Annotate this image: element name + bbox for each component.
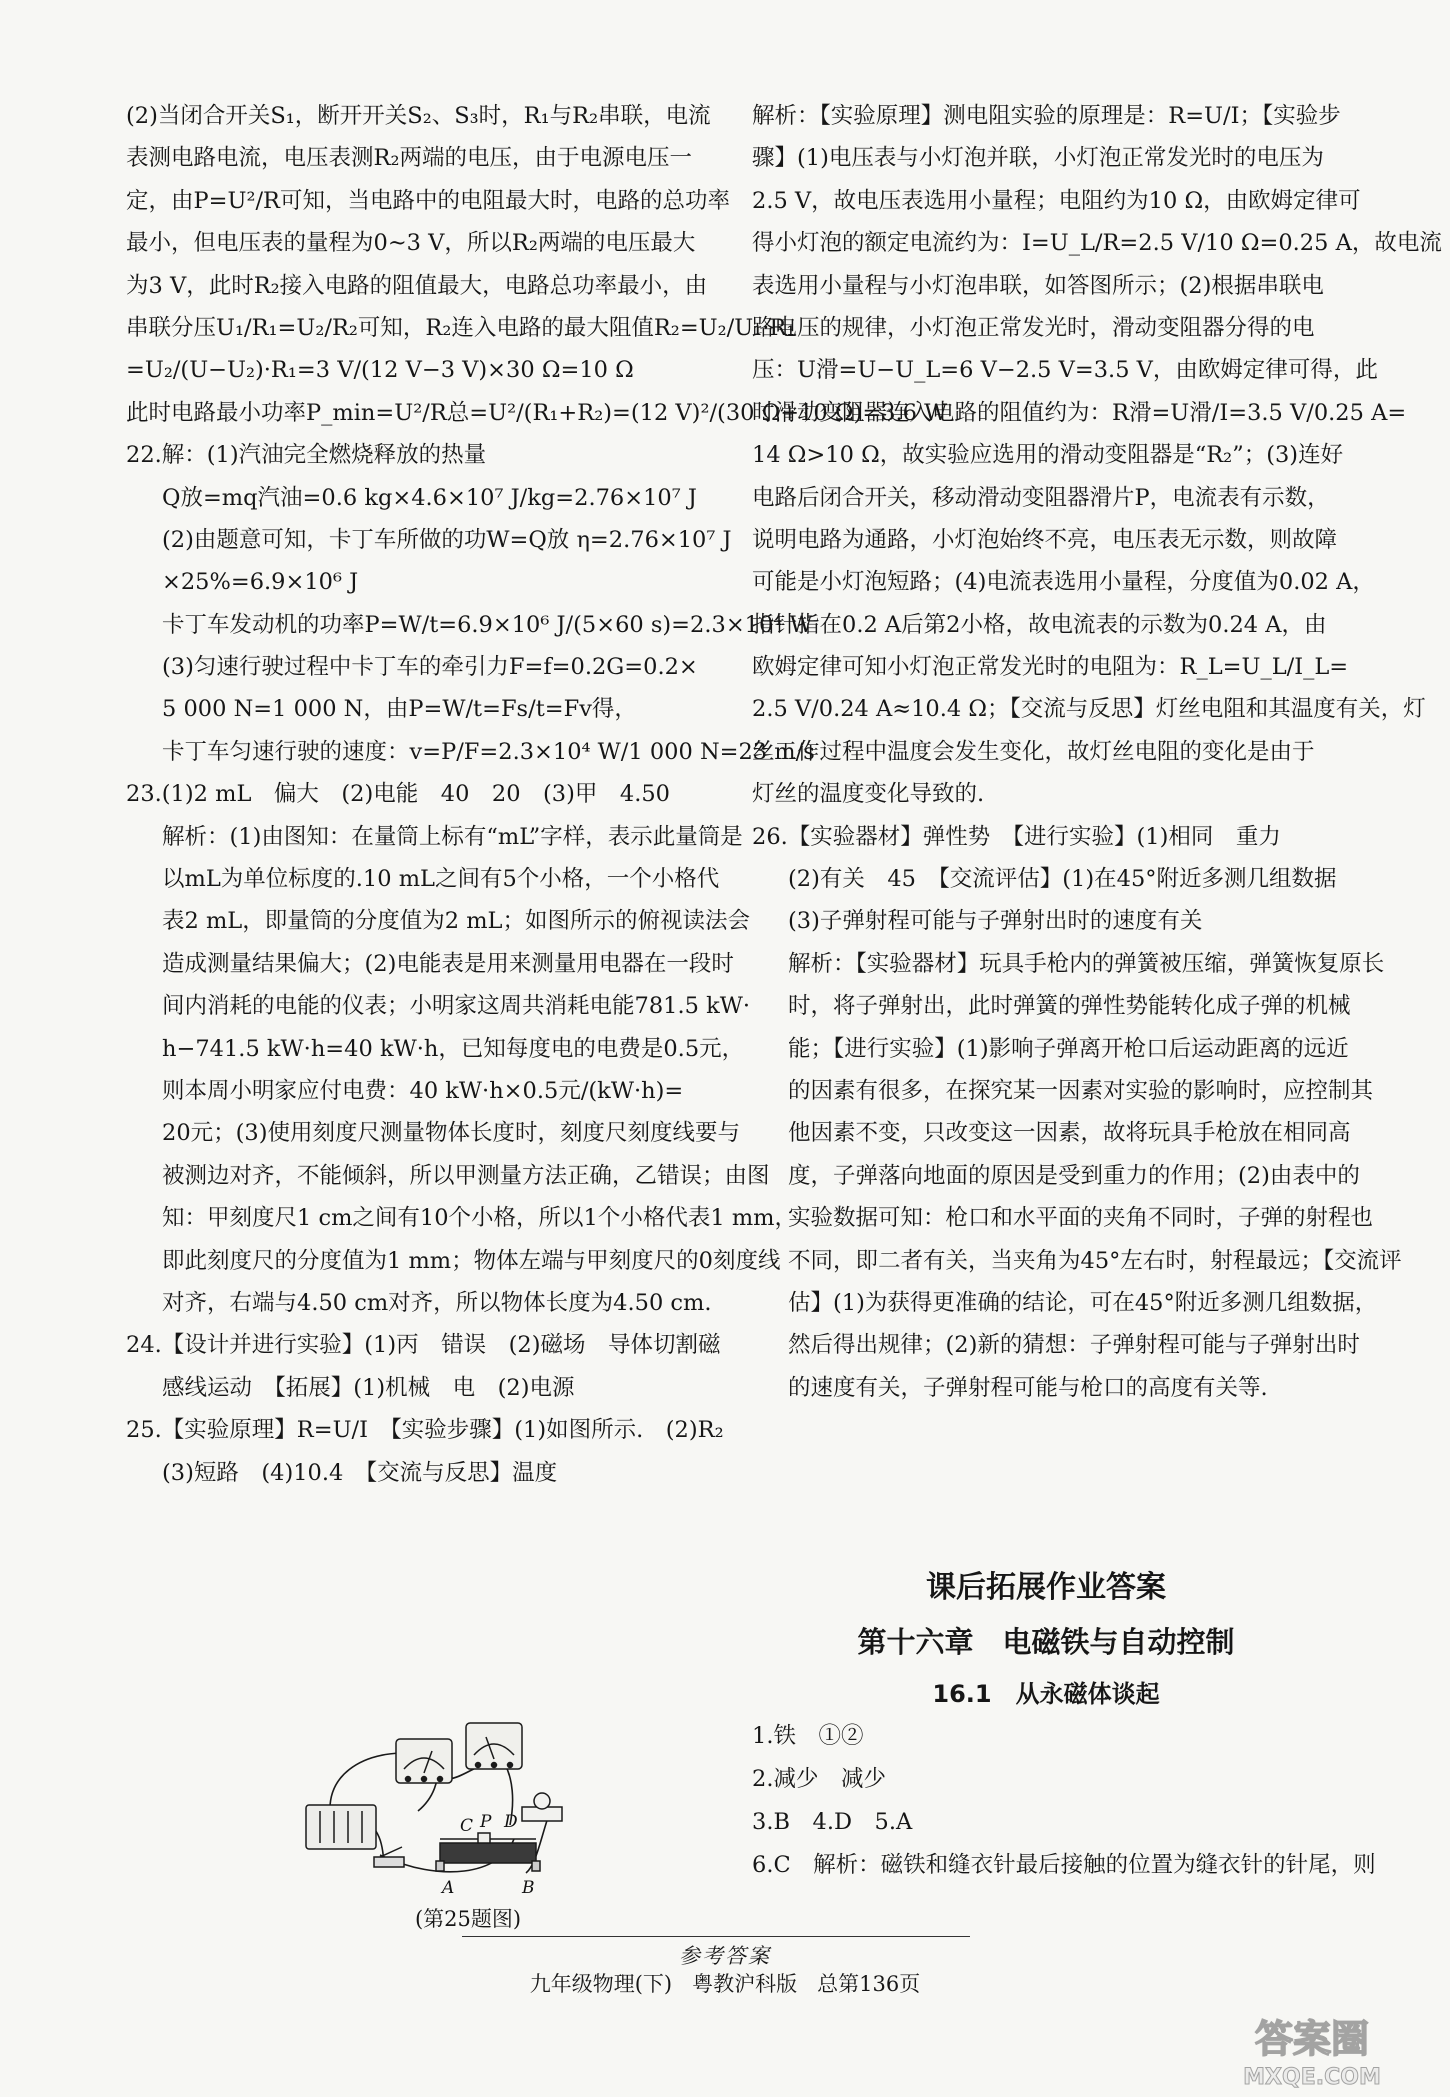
- lamp: [522, 1793, 562, 1821]
- footer-divider: [462, 1936, 970, 1937]
- text-line: 1.铁 ①②: [752, 1723, 864, 1749]
- text-line: 指针指在0.2 A后第2小格，故电流表的示数为0.24 A，由: [752, 611, 1327, 638]
- text-line: 电路后闭合开关，移动滑动变阻器滑片P，电流表有示数，: [752, 484, 1330, 511]
- text-line: 说明电路为通路，小灯泡始终不亮，电压表无示数，则故障: [752, 526, 1338, 553]
- footer-info: [0, 1968, 1450, 1998]
- footer-subject: 九年级物理(下): [529, 1972, 673, 1996]
- text-line: 压：U滑=U−U_L=6 V−2.5 V=3.5 V，由欧姆定律可得，此: [752, 357, 1378, 384]
- text-line: 25.【实验原理】R=U/I 【实验步骤】(1)如图所示. (2)R₂: [126, 1417, 724, 1444]
- battery: [306, 1805, 376, 1849]
- label-p: P: [480, 1812, 492, 1832]
- chapter-title: 第十六章 电磁铁与自动控制: [857, 1625, 1235, 1659]
- text-line: 以mL为单位标度的.10 mL之间有5个小格，一个小格代: [162, 866, 720, 893]
- text-line: 定，由P=U²/R可知，当电路中的电阻最大时，电路的总功率: [126, 187, 730, 214]
- text-line: 6.C 解析：磁铁和缝衣针最后接触的位置为缝衣针的针尾，则: [752, 1852, 1376, 1878]
- text-line: 此时电路最小功率P_min=U²/R总=U²/(R₁+R₂)=(12 V)²/(30 Ω+10 Ω)=3.6 W: [126, 399, 948, 426]
- text-line: 22.解：(1)汽油完全燃烧释放的热量: [126, 442, 487, 469]
- text-line: 时滑动变阻器连入电路的阻值约为：R滑=U滑/I=3.5 V/0.25 A=: [752, 399, 1407, 426]
- text-line: 串联分压U₁/R₁=U₂/R₂可知，R₂连入电路的最大阻值R₂=U₂/U₁·R₁: [126, 314, 796, 341]
- ammeter: [466, 1723, 522, 1769]
- text-line: 能；【进行实验】(1)影响子弹离开枪口后运动距离的远近: [788, 1035, 1349, 1062]
- text-line: 卡丁车匀速行驶的速度：v=P/F=2.3×10⁴ W/1 000 N=23 m/s: [162, 738, 815, 765]
- text-line: 即此刻度尺的分度值为1 mm；物体左端与甲刻度尺的0刻度线: [162, 1247, 781, 1274]
- section-title: 课后拓展作业答案: [926, 1570, 1166, 1605]
- switch: [374, 1847, 404, 1867]
- text-line: 度，子弹落向地面的原因是受到重力的作用；(2)由表中的: [788, 1162, 1360, 1189]
- watermark-url: MXQE.COM: [1243, 2065, 1381, 2090]
- text-line: 不同，即二者有关，当夹角为45°左右时，射程最远；【交流评: [788, 1247, 1402, 1274]
- text-line: 为3 V，此时R₂接入电路的阻值最大，电路总功率最小，由: [126, 272, 708, 299]
- text-line: 欧姆定律可知小灯泡正常发光时的电阻为：R_L=U_L/I_L=: [752, 654, 1349, 681]
- text-line: 被测边对齐，不能倾斜，所以甲测量方法正确，乙错误；由图: [162, 1162, 770, 1189]
- watermark-logo: [1192, 2006, 1432, 2092]
- text-line: 解析：【实验原理】测电阻实验的原理是：R=U/I；【实验步: [752, 103, 1341, 129]
- text-line: 最小，但电压表的量程为0~3 V，所以R₂两端的电压最大: [126, 230, 696, 257]
- text-line: 3.B 4.D 5.A: [752, 1809, 913, 1835]
- text-line: 他因素不变，只改变这一因素，故将玩具手枪放在相同高: [788, 1120, 1351, 1147]
- circuit-diagram: [300, 1715, 620, 1899]
- wire: [330, 1753, 400, 1813]
- text-line: 的因素有很多，在探究某一因素对实验的影响时，应控制其: [788, 1077, 1374, 1104]
- text-line: 24.【设计并进行实验】(1)丙 错误 (2)磁场 导体切割磁: [126, 1332, 721, 1359]
- text-line: 23.(1)2 mL 偏大 (2)电能 40 20 (3)甲 4.50: [126, 781, 670, 808]
- text-line: =U₂/(U−U₂)·R₁=3 V/(12 V−3 V)×30 Ω=10 Ω: [126, 357, 634, 384]
- text-line: 2.减少 减少: [752, 1766, 886, 1792]
- figure-caption: (第25题图): [414, 1907, 522, 1931]
- voltmeter: [396, 1739, 452, 1783]
- text-line: 表选用小量程与小灯泡串联，如答图所示；(2)根据串联电: [752, 272, 1324, 299]
- text-line: 丝工作过程中温度会发生变化，故灯丝电阻的变化是由于: [752, 738, 1315, 765]
- text-line: 间内消耗的电能的仪表；小明家这周共消耗电能781.5 kW·: [162, 993, 750, 1020]
- text-line: h−741.5 kW·h=40 kW·h，已知每度电的电费是0.5元，: [162, 1035, 745, 1062]
- footer-header: 参考答案: [679, 1944, 771, 1968]
- text-line: 卡丁车发动机的功率P=W/t=6.9×10⁶ J/(5×60 s)=2.3×10⁴ W: [162, 611, 813, 638]
- text-line: 表测电路电流，电压表测R₂两端的电压，由于电源电压一: [126, 145, 692, 172]
- text-line: 26.【实验器材】弹性势 【进行实验】(1)相同 重力: [752, 823, 1281, 850]
- label-b: B: [522, 1878, 535, 1898]
- text-line: 2.5 V，故电压表选用小量程；电阻约为10 Ω，由欧姆定律可: [752, 187, 1361, 214]
- text-line: (3)短路 (4)10.4 【交流与反思】温度: [162, 1459, 558, 1486]
- text-line: 得小灯泡的额定电流约为：I=U_L/R=2.5 V/10 Ω=0.25 A，故电流: [752, 230, 1442, 257]
- text-line: 解析：(1)由图知：在量筒上标有“mL”字样，表示此量筒是: [162, 823, 743, 850]
- watermark-text: 答案圈: [1254, 2017, 1370, 2061]
- text-line: (3)匀速行驶过程中卡丁车的牵引力F=f=0.2G=0.2×: [162, 654, 698, 681]
- text-line: 实验数据可知：枪口和水平面的夹角不同时，子弹的射程也: [788, 1205, 1374, 1232]
- text-line: 对齐，右端与4.50 cm对齐，所以物体长度为4.50 cm.: [162, 1289, 712, 1316]
- label-a: A: [442, 1878, 455, 1898]
- text-line: 则本周小明家应付电费：40 kW·h×0.5元/(kW·h)=: [162, 1077, 684, 1104]
- text-line: (3)子弹射程可能与子弹射出时的速度有关: [788, 908, 1203, 935]
- label-c: C: [460, 1816, 474, 1836]
- footer-edition: 粤教沪科版: [692, 1972, 798, 1996]
- text-line: 造成测量结果偏大；(2)电能表是用来测量用电器在一段时: [162, 950, 734, 977]
- text-line: 感线运动 【拓展】(1)机械 电 (2)电源: [162, 1374, 575, 1401]
- text-line: 路电压的规律，小灯泡正常发光时，滑动变阻器分得的电: [752, 314, 1315, 341]
- text-line: 可能是小灯泡短路；(4)电流表选用小量程，分度值为0.02 A，: [752, 569, 1375, 596]
- text-line: (2)有关 45 【交流评估】(1)在45°附近多测几组数据: [788, 866, 1337, 893]
- text-line: 灯丝的温度变化导致的.: [752, 781, 985, 808]
- text-line: 20元；(3)使用刻度尺测量物体长度时，刻度尺刻度线要与: [162, 1120, 741, 1147]
- text-line: 表2 mL，即量筒的分度值为2 mL；如图所示的俯视读法会: [162, 908, 750, 935]
- text-line: 14 Ω>10 Ω，故实验应选用的滑动变阻器是“R₂”；(3)连好: [752, 442, 1344, 469]
- text-line: 骤】(1)电压表与小灯泡并联，小灯泡正常发光时的电压为: [752, 145, 1324, 172]
- text-line: ×25%=6.9×10⁶ J: [162, 569, 359, 596]
- text-line: 2.5 V/0.24 A≈10.4 Ω；【交流与反思】灯丝电阻和其温度有关，灯: [752, 696, 1426, 723]
- text-line: 的速度有关，子弹射程可能与枪口的高度有关等.: [788, 1374, 1268, 1401]
- answer-list: [752, 1723, 1376, 1896]
- subsection-title: 16.1 从永磁体谈起: [932, 1680, 1160, 1708]
- text-line: 估】(1)为获得更准确的结论，可在45°附近多测几组数据，: [788, 1289, 1378, 1316]
- text-line: 时，将子弹射出，此时弹簧的弹性势能转化成子弹的机械: [788, 993, 1351, 1020]
- text-line: (2)当闭合开关S₁，断开开关S₂、S₃时，R₁与R₂串联，电流: [126, 103, 711, 129]
- text-line: (2)由题意可知，卡丁车所做的功W=Q放 η=2.76×10⁷ J: [162, 526, 732, 553]
- text-line: 解析：【实验器材】玩具手枪内的弹簧被压缩，弹簧恢复原长: [788, 950, 1385, 977]
- right-column: [752, 103, 1442, 1418]
- text-line: 知：甲刻度尺1 cm之间有10个小格，所以1个小格代表1 mm，: [162, 1205, 797, 1232]
- footer-page-number: 总第136页: [817, 1972, 921, 1996]
- text-line: 然后得出规律；(2)新的猜想：子弹射程可能与子弹射出时: [788, 1332, 1360, 1359]
- text-line: Q放=mq汽油=0.6 kg×4.6×10⁷ J/kg=2.76×10⁷ J: [162, 484, 697, 511]
- text-line: 5 000 N=1 000 N，由P=W/t=Fs/t=Fv得，: [162, 696, 637, 723]
- label-d: D: [504, 1812, 518, 1832]
